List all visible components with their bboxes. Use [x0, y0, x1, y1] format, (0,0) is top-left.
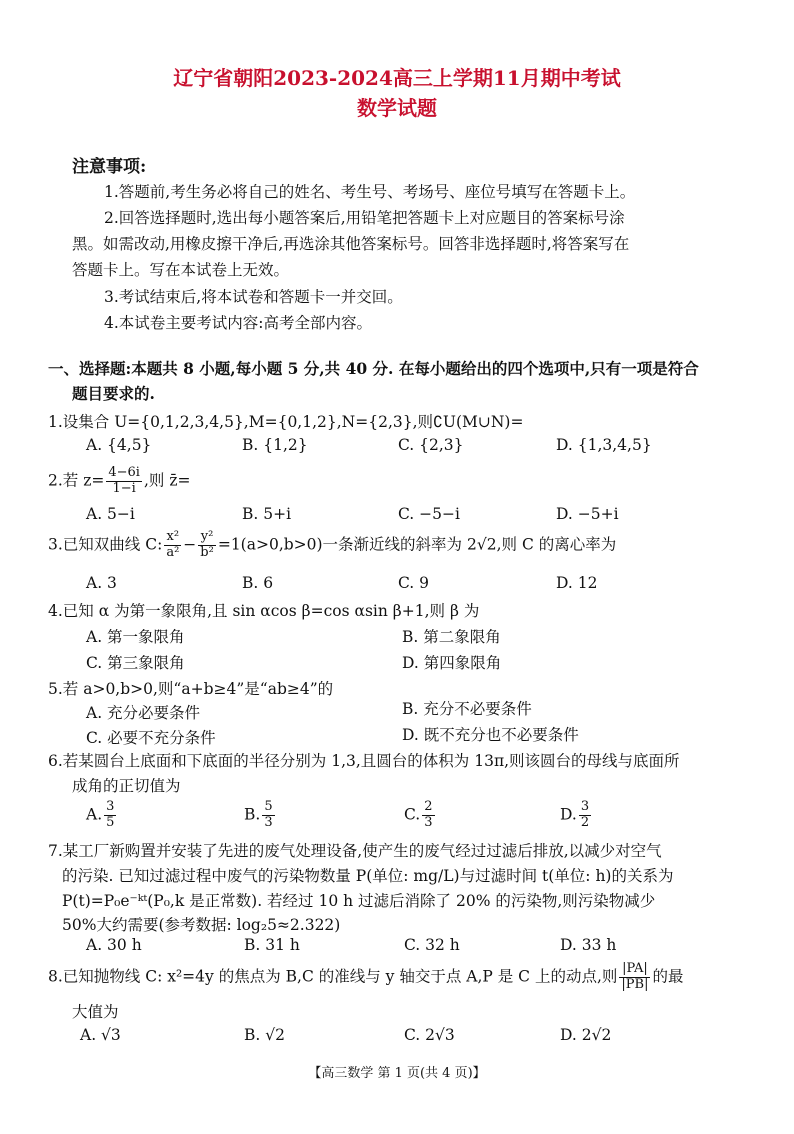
note-3: 3.考试结束后,将本试卷和答题卡一并交回。	[104, 288, 403, 306]
q2-stem-pre: 2.若 z=	[48, 471, 105, 490]
q2-frac-num: 4−6i	[108, 465, 140, 480]
question-4-stem: 4.已知 α 为第一象限角,且 sin αcos β=cos αsin β+1,则 β 为	[48, 602, 480, 620]
exam-subtitle: 数学试题	[357, 96, 437, 120]
q8-stem-post: 的最	[652, 967, 684, 986]
q3-option-d: D. 12	[556, 574, 598, 592]
q2-fraction	[106, 466, 142, 497]
q6-d-frac	[579, 800, 591, 831]
q8-option-d: D. 2√2	[560, 1026, 612, 1044]
question-7-stem-4: 50%大约需要(参考数据: log₂5≈2.322)	[62, 916, 341, 934]
q6-option-c	[404, 800, 437, 831]
page-footer: 【高三数学 第 1 页(共 4 页)】	[308, 1066, 486, 1081]
q4-option-d: D. 第四象限角	[402, 654, 502, 672]
exam-title: 辽宁省朝阳2023-2024高三上学期11月期中考试	[173, 66, 621, 90]
notes-heading: 注意事项:	[72, 157, 147, 177]
q3-stem-post: =1(a>0,b>0)一条渐近线的斜率为 2√2,则 C 的离心率为	[217, 535, 617, 554]
q2-option-a: A. 5−i	[86, 505, 135, 523]
q6-b-frac	[262, 800, 274, 831]
q5-option-d: D. 既不充分也不必要条件	[402, 726, 579, 744]
q3-f2-num: y²	[198, 530, 216, 546]
q6-d-den: 2	[580, 814, 590, 830]
question-7-stem-2: 的污染. 已知过滤过程中废气的污染物数量 P(单位: mg/L)与过滤时间 t(单位: h)的关系为	[62, 867, 674, 885]
q8-option-a: A. √3	[80, 1026, 121, 1044]
q8-option-b: B. √2	[244, 1026, 285, 1044]
q3-f2-den: b²	[200, 544, 214, 560]
q8-option-c: C. 2√3	[404, 1026, 455, 1044]
q6-option-d	[560, 800, 593, 831]
q3-fraction-y	[198, 530, 216, 561]
q6-a-label: A.	[86, 805, 103, 824]
q6-b-label: B.	[244, 805, 261, 824]
section-heading-cont: 题目要求的.	[72, 384, 155, 403]
q6-b-num: 5	[264, 799, 273, 814]
question-2-stem	[48, 466, 190, 497]
q4-option-a: A. 第一象限角	[86, 628, 185, 646]
q8-frac-num: |PA|	[619, 962, 650, 978]
note-1: 1.答题前,考生务必将自己的姓名、考生号、考场号、座位号填写在答题卡上。	[104, 183, 636, 201]
question-1-stem: 1.设集合 U={0,1,2,3,4,5},M={0,1,2},N={2,3},则∁U(M∪N)=	[48, 413, 524, 431]
q2-stem-post: ,则 z̄=	[143, 471, 191, 490]
q2-option-b: B. 5+i	[242, 505, 292, 523]
q1-option-b: B. {1,2}	[242, 436, 308, 454]
q1-option-a: A. {4,5}	[86, 436, 152, 454]
note-2a: 2.回答选择题时,选出每小题答案后,用铅笔把答题卡上对应题目的答案标号涂	[104, 209, 625, 227]
question-5-stem: 5.若 a>0,b>0,则“a+b≥4”是“ab≥4”的	[48, 680, 334, 698]
q6-c-den: 3	[424, 814, 433, 830]
q2-option-d: D. −5+i	[556, 505, 619, 523]
q6-a-num: 3	[106, 799, 115, 814]
note-4: 4.本试卷主要考试内容:高考全部内容。	[104, 314, 373, 332]
question-8-stem-1	[48, 962, 683, 993]
q3-option-b: B. 6	[242, 574, 274, 592]
q5-option-b: B. 充分不必要条件	[402, 700, 532, 718]
q6-b-den: 3	[264, 814, 273, 830]
q5-option-a: A. 充分必要条件	[86, 704, 201, 722]
question-6-stem-1: 6.若某圆台上底面和下底面的半径分别为 1,3,且圆台的体积为 13π,则该圆台的母线与底面所	[48, 752, 680, 770]
q6-d-num: 3	[580, 799, 590, 814]
q3-option-a: A. 3	[86, 574, 117, 592]
q1-option-d: D. {1,3,4,5}	[556, 436, 652, 454]
q7-option-b: B. 31 h	[244, 936, 300, 954]
q6-option-b	[244, 800, 277, 831]
q3-fraction-x	[164, 530, 181, 561]
q6-option-a	[86, 800, 118, 831]
q1-option-c: C. {2,3}	[398, 436, 464, 454]
section-heading: 一、选择题:本题共 8 小题,每小题 5 分,共 40 分. 在每小题给出的四个选项中,只有一项是符合	[48, 359, 699, 378]
question-7-stem-1: 7.某工厂新购置并安装了先进的废气处理设备,使产生的废气经过过滤后排放,以减少对空气	[48, 842, 662, 860]
q6-c-frac	[422, 800, 434, 831]
q3-option-c: C. 9	[398, 574, 430, 592]
q6-d-label: D.	[560, 805, 577, 824]
question-7-stem-3: P(t)=P₀e⁻ᵏᵗ(P₀,k 是正常数). 若经过 10 h 过滤后消除了 20% 的污染物,则污染物减少	[62, 892, 656, 910]
q6-a-den: 5	[106, 814, 115, 830]
q8-stem-pre: 8.已知抛物线 C: x²=4y 的焦点为 B,C 的准线与 y 轴交于点 A,P 是 C 上的动点,则	[48, 967, 618, 986]
q7-option-c: C. 32 h	[404, 936, 460, 954]
q7-option-a: A. 30 h	[86, 936, 142, 954]
q8-frac-den: |PB|	[621, 976, 649, 992]
question-8-stem-2: 大值为	[72, 1003, 119, 1021]
q8-fraction	[619, 962, 650, 993]
q6-c-num: 2	[424, 799, 433, 814]
q3-f1-den: a²	[166, 544, 180, 560]
q3-f1-num: x²	[164, 530, 181, 546]
q7-option-d: D. 33 h	[560, 936, 617, 954]
q4-option-b: B. 第二象限角	[402, 628, 501, 646]
q4-option-c: C. 第三象限角	[86, 654, 185, 672]
q5-option-c: C. 必要不充分条件	[86, 729, 216, 747]
q2-option-c: C. −5−i	[398, 505, 460, 523]
q3-minus: −	[183, 535, 197, 554]
q2-frac-den: 1−i	[112, 480, 136, 496]
q3-stem-pre: 3.已知双曲线 C:	[48, 535, 163, 554]
question-6-stem-2: 成角的正切值为	[72, 777, 181, 795]
q6-a-frac	[104, 800, 116, 831]
q6-c-label: C.	[404, 805, 421, 824]
note-2c: 答题卡上。写在本试卷上无效。	[72, 261, 290, 279]
note-2b: 黑。如需改动,用橡皮擦干净后,再选涂其他答案标号。回答非选择题时,将答案写在	[72, 235, 630, 253]
question-3-stem	[48, 530, 616, 561]
